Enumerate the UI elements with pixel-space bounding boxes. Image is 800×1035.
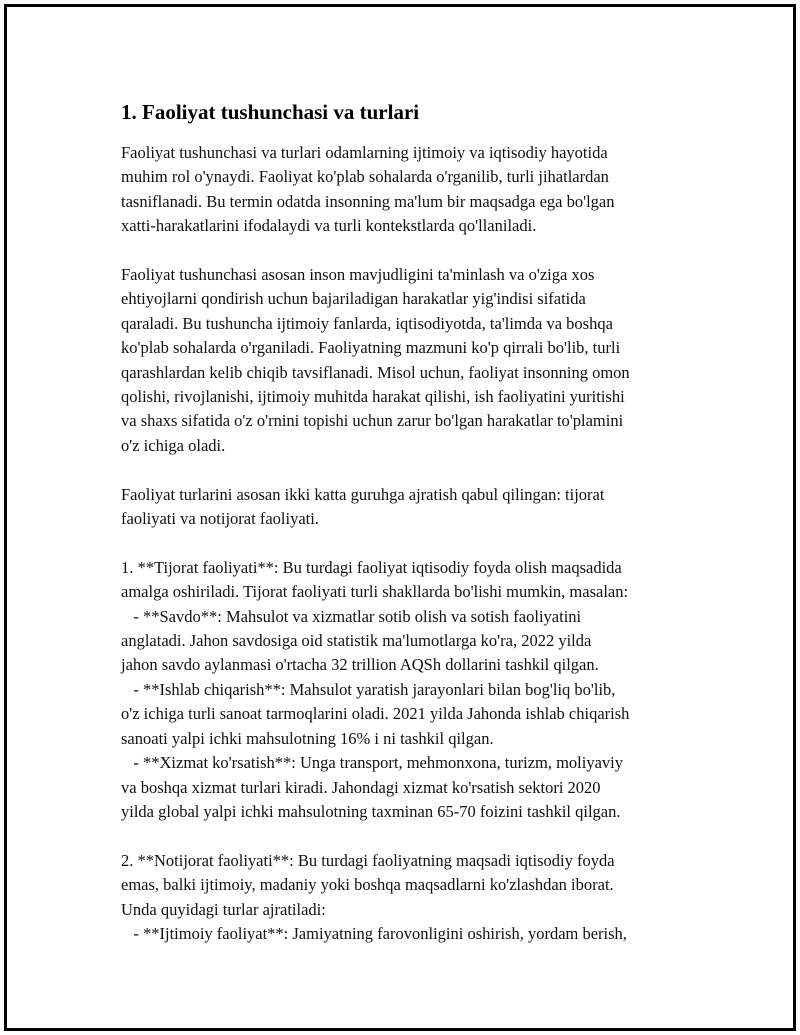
text-line: Unda quyidagi turlar ajratiladi: — [121, 899, 326, 919]
text-line: ehtiyojlarni qondirish uchun bajariladigan harakatlar yig'indisi sifatida — [121, 289, 586, 309]
text-line: va shaxs sifatida o'z o'rnini topishi uchun zarur bo'lgan harakatlar to'plamini — [121, 411, 624, 431]
document-body — [121, 97, 691, 971]
section-heading: 1. Faoliyat tushunchasi va turlari — [121, 100, 420, 124]
text-line: - **Ijtimoiy faoliyat**: Jamiyatning farovonligini oshirish, yordam berish, — [121, 923, 627, 943]
text-line: Faoliyat tushunchasi va turlari odamlarning ijtimoiy va iqtisodiy hayotida — [121, 143, 608, 162]
text-line: qarashlardan kelib chiqib tavsiflanadi. Misol uchun, faoliyat insonning omon — [121, 362, 630, 382]
text-line: tasniflanadi. Bu termin odatda insonning ma'lum bir maqsadga ega bo'lgan — [121, 191, 615, 211]
text-line: o'z ichiga turli sanoat tarmoqlarini oladi. 2021 yilda Jahonda ishlab chiqarish — [121, 704, 630, 724]
paragraph — [121, 556, 691, 824]
text-line: - **Savdo**: Mahsulot va xizmatlar sotib olish va sotish faoliyatini — [121, 606, 582, 626]
text-line: qaraladi. Bu tushuncha ijtimoiy fanlarda, iqtisodiyotda, ta'limda va boshqa — [121, 313, 613, 333]
text-line: o'z ichiga oladi. — [121, 435, 226, 455]
text-line: Faoliyat tushunchasi asosan inson mavjudligini ta'minlash va o'ziga xos — [121, 265, 595, 285]
paragraph-list — [121, 141, 691, 946]
text-line: xatti-harakatlarini ifodalaydi va turli kontekstlarda qo'llaniladi. — [121, 216, 537, 236]
text-line: 2. **Notijorat faoliyati**: Bu turdagi faoliyatning maqsadi iqtisodiy foyda — [121, 850, 615, 870]
text-line: anglatadi. Jahon savdosiga oid statistik ma'lumotlarga ko'ra, 2022 yilda — [121, 631, 592, 651]
text-line: qolishi, rivojlanishi, ijtimoiy muhitda harakat qilishi, ish faoliyatini yuritishi — [121, 387, 625, 407]
text-line: muhim rol o'ynaydi. Faoliyat ko'plab sohalarda o'rganilib, turli jihatlardan — [121, 167, 609, 187]
text-line: jahon savdo aylanmasi o'rtacha 32 trillion AQSh dollarini tashkil qilgan. — [121, 655, 599, 675]
text-line: va boshqa xizmat turlari kiradi. Jahondagi xizmat ko'rsatish sektori 2020 — [121, 777, 601, 797]
text-line: yilda global yalpi ichki mahsulotning taxminan 65-70 foizini tashkil qilgan. — [121, 801, 621, 821]
text-line: Faoliyat turlarini asosan ikki katta guruhga ajratish qabul qilingan: tijorat — [121, 484, 605, 504]
text-line: - **Xizmat ko'rsatish**: Unga transport, mehmonxona, turizm, moliyaviy — [121, 753, 624, 773]
paragraph — [121, 849, 691, 947]
text-line: faoliyati va notijorat faoliyati. — [121, 509, 319, 529]
text-line: - **Ishlab chiqarish**: Mahsulot yaratish jarayonlari bilan bog'liq bo'lib, — [121, 679, 616, 699]
paragraph — [121, 141, 691, 239]
text-line: sanoati yalpi ichki mahsulotning 16% i ni tashkil qilgan. — [121, 728, 494, 748]
text-line: 1. **Tijorat faoliyati**: Bu turdagi faoliyat iqtisodiy foyda olish maqsadida — [121, 557, 622, 577]
text-line: emas, balki ijtimoiy, madaniy yoki boshqa maqsadlarni ko'zlashdan iborat. — [121, 875, 614, 895]
paragraph — [121, 263, 691, 458]
paragraph — [121, 483, 691, 532]
text-line: ko'plab sohalarda o'rganiladi. Faoliyatning mazmuni ko'p qirrali bo'lib, turli — [121, 338, 621, 358]
page-frame — [4, 4, 796, 1031]
text-line: amalga oshiriladi. Tijorat faoliyati turli shakllarda bo'lishi mumkin, masalan: — [121, 582, 629, 602]
